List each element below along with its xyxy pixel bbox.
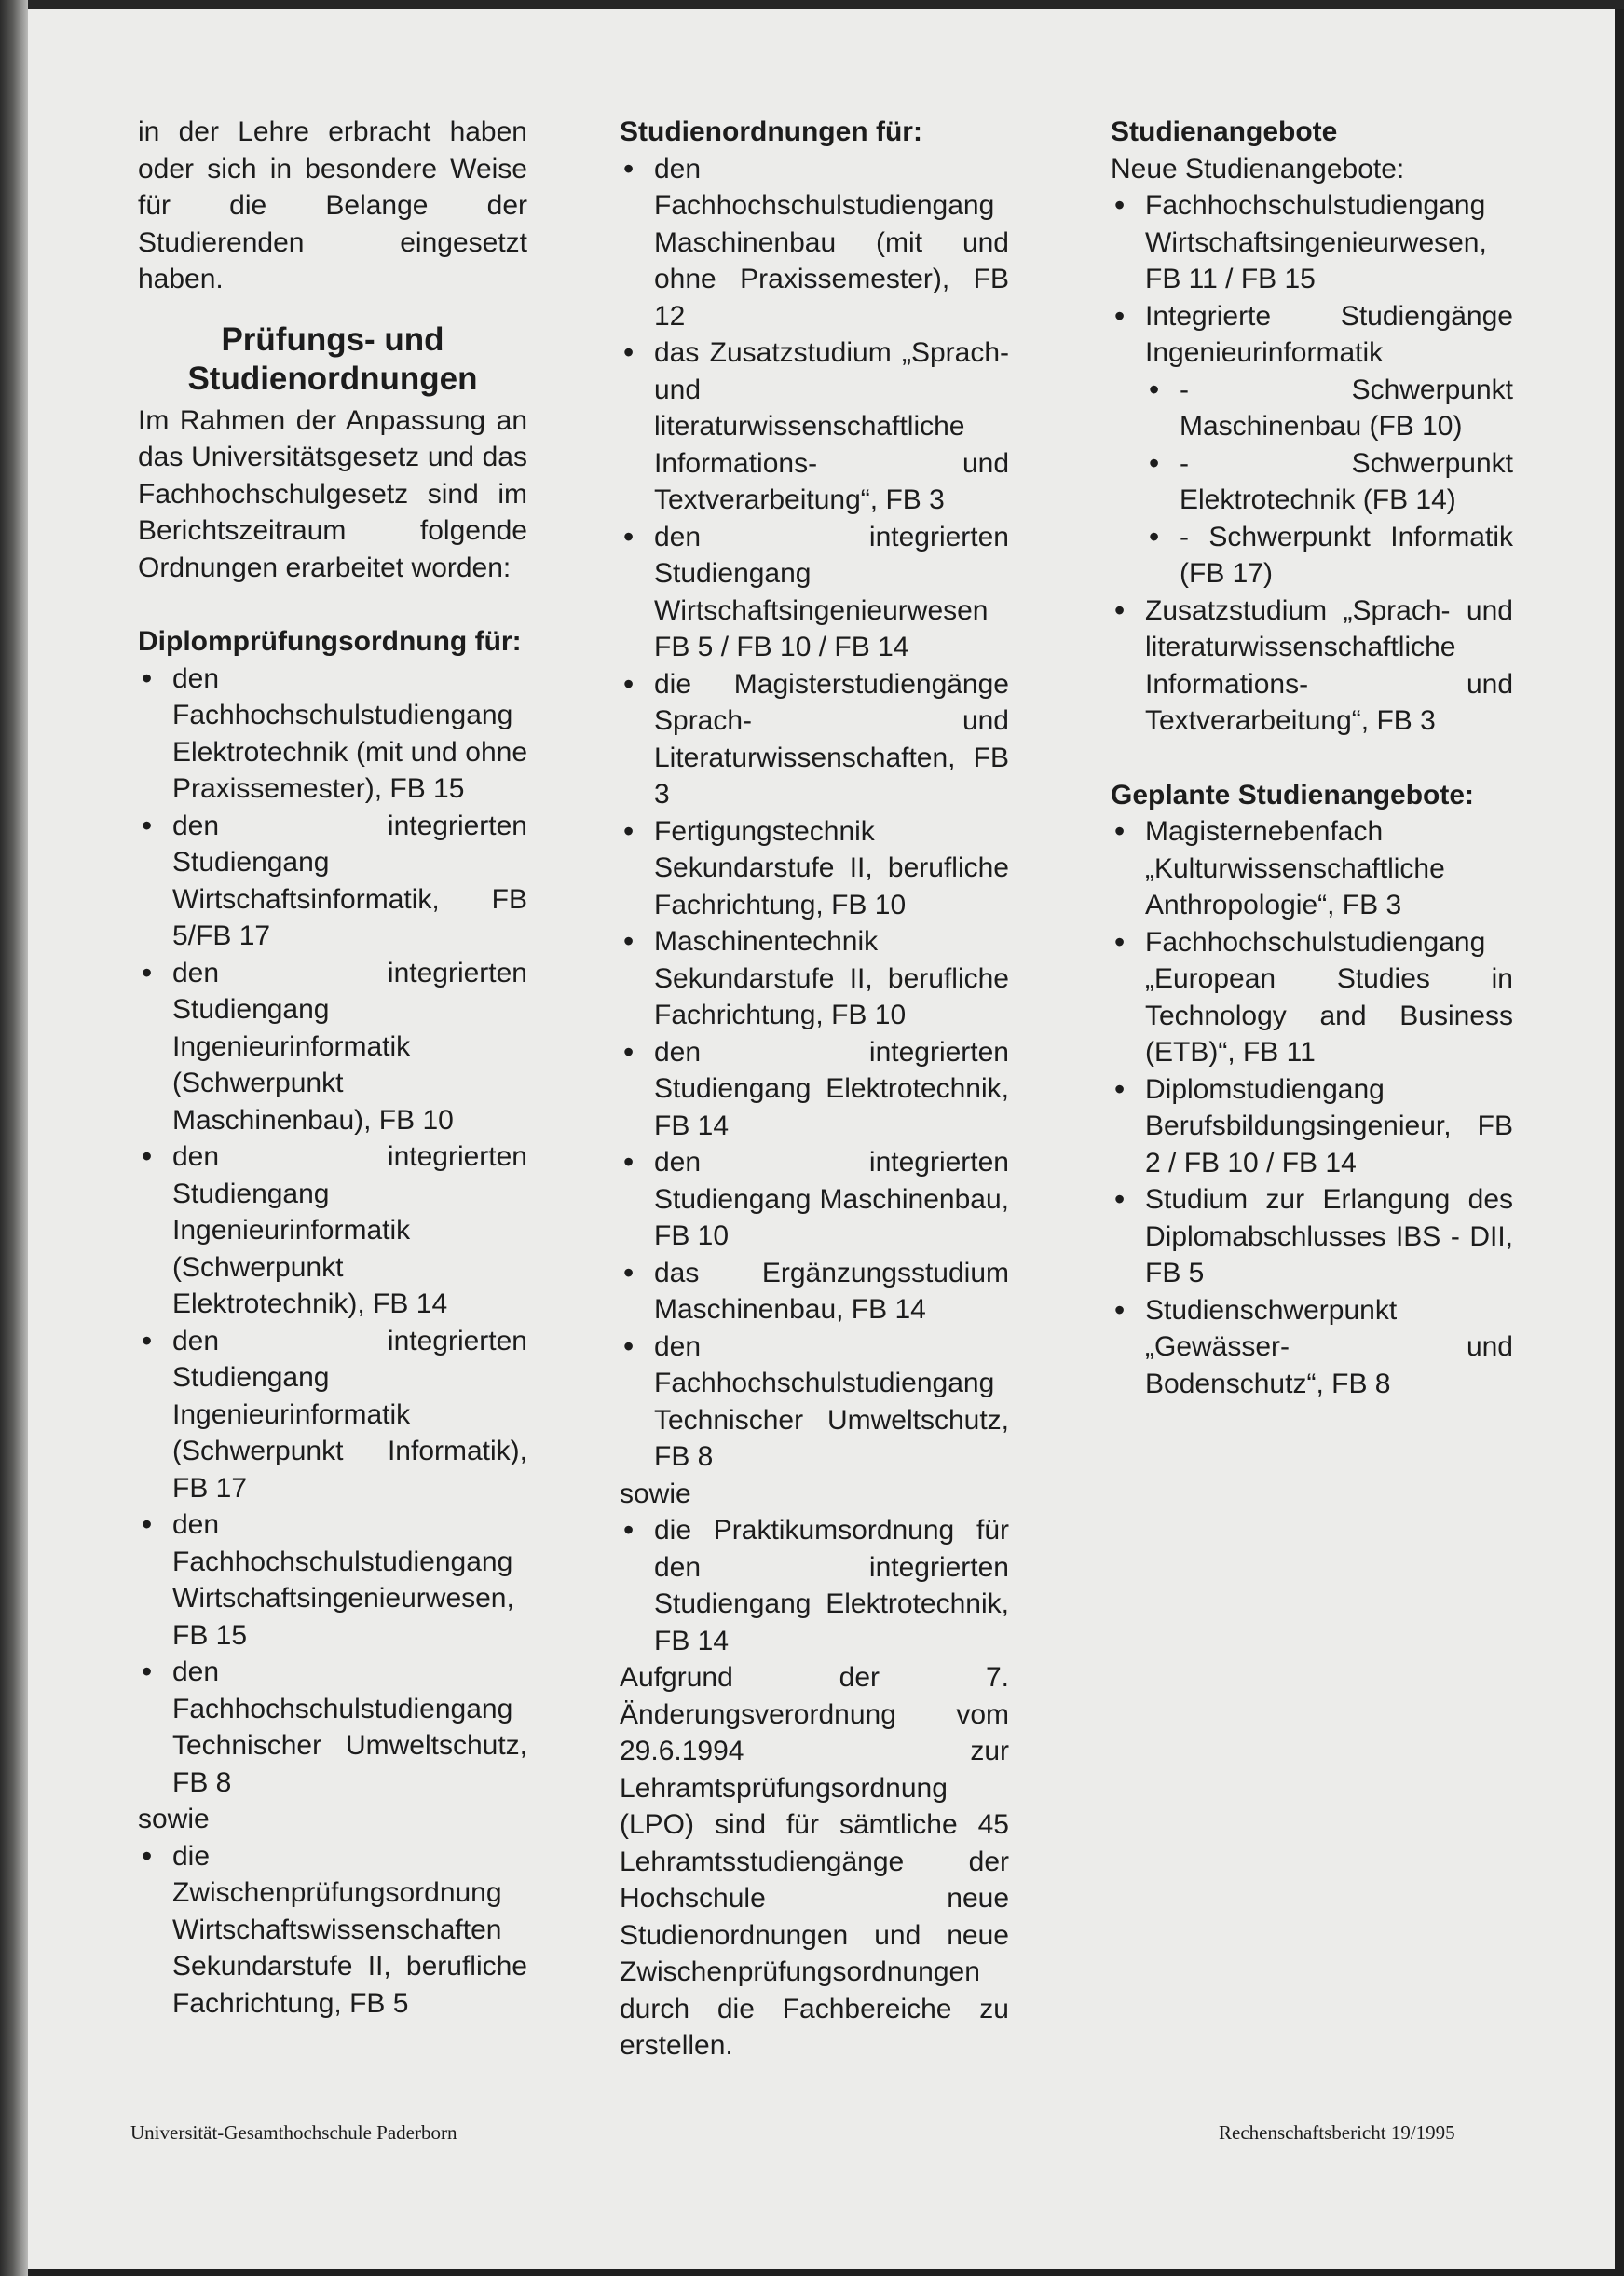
list-item: • den integrierten Studiengang Maschinenbau, FB 10 — [620, 1144, 1009, 1255]
schwerpunkt-list — [1145, 372, 1513, 593]
studienordnungen-list — [620, 151, 1009, 1476]
praktikum-list — [620, 1512, 1009, 1659]
subheading-geplante-studienangebote: Geplante Studienangebote: — [1111, 779, 1475, 811]
footer-report-title: Rechenschaftsbericht 19/1995 — [1219, 2121, 1455, 2144]
list-item: • den integrierten Studiengang Wirtschaftsinformatik, FB 5/FB 17 — [138, 808, 527, 955]
list-item: • den Fachhochschulstudiengang Technischer Umweltschutz, FB 8 — [620, 1329, 1009, 1476]
geplante-studienangebote-list — [1111, 813, 1513, 1402]
list-item: • den Fachhochschulstudiengang Maschinenbau (mit und ohne Praxissemester), FB 12 — [620, 151, 1009, 335]
section-heading-pruefungsordnungen: Prüfungs- und Studienordnungen — [187, 320, 478, 397]
list-item: • den integrierten Studiengang Ingenieurinformatik (Schwerpunkt Informatik), FB 17 — [138, 1323, 527, 1507]
list-item: • den Fachhochschulstudiengang Technischer Umweltschutz, FB 8 — [138, 1654, 527, 1801]
list-item: • Fachhochschulstudiengang „European Studies in Technology and Business (ETB)“, FB 11 — [1111, 924, 1513, 1071]
list-item: • den Fachhochschulstudiengang Wirtschaftsingenieurwesen, FB 15 — [138, 1506, 527, 1654]
book-spine — [0, 0, 28, 2276]
dash-item: • - Schwerpunkt Elektrotechnik (FB 14) — [1145, 445, 1513, 519]
list-item: • Magisternebenfach „Kulturwissenschaftliche Anthropologie“, FB 3 — [1111, 813, 1513, 924]
sowie-text: sowie — [620, 1478, 691, 1509]
subheading-diplompruefungsordnung: Diplomprüfungsordnung für: — [138, 626, 522, 657]
diplompruefung-list — [138, 661, 527, 1802]
lpo-paragraph: Aufgrund der 7. Änderungsverordnung vom 29.6.1994 zur Lehramtsprüfungsordnung (LPO) sind für sämtliche 45 Lehramtsstudiengänge der Hochschule neue Studienordnungen und neue Zwischenprüfungsordnungen durch die Fachbereiche zu erstellen. — [620, 1662, 1009, 2061]
list-item-text: Integrierte Studiengänge Ingenieurinformatik — [1145, 300, 1513, 368]
footer-institution: Universität-Gesamthochschule Paderborn — [130, 2121, 457, 2144]
column-middle — [620, 114, 1009, 2065]
intro-paragraph: in der Lehre erbracht haben oder sich in besondere Weise für die Belange der Studierenden eingesetzt haben. — [138, 116, 527, 294]
list-item: • den integrierten Studiengang Wirtschaftsingenieurwesen FB 5 / FB 10 / FB 14 — [620, 519, 1009, 666]
dash-item: • - Schwerpunkt Maschinenbau (FB 10) — [1145, 372, 1513, 445]
neue-studienangebote-list — [1111, 187, 1513, 740]
list-item: • Fachhochschulstudiengang Wirtschaftsingenieurwesen, FB 11 / FB 15 — [1111, 187, 1513, 298]
column-right — [1111, 114, 1513, 1402]
zwischenpruefung-list — [138, 1838, 527, 2023]
list-item: • Maschinentechnik Sekundarstufe II, berufliche Fachrichtung, FB 10 — [620, 923, 1009, 1034]
subheading-studienangebote: Studienangebote — [1111, 116, 1338, 147]
subheading-studienordnungen: Studienordnungen für: — [620, 116, 922, 147]
list-item: • die Zwischenprüfungsordnung Wirtschaftswissenschaften Sekundarstufe II, berufliche Fachrichtung, FB 5 — [138, 1838, 527, 2023]
sowie-text: sowie — [138, 1804, 210, 1834]
top-edge — [0, 0, 1624, 9]
list-item: • die Magisterstudiengänge Sprach- und Literaturwissenschaften, FB 3 — [620, 666, 1009, 813]
list-item: • die Praktikumsordnung für den integrierten Studiengang Elektrotechnik, FB 14 — [620, 1512, 1009, 1659]
list-item: • den Fachhochschulstudiengang Elektrotechnik (mit und ohne Praxissemester), FB 15 — [138, 661, 527, 808]
list-item: • Diplomstudiengang Berufsbildungsingenieur, FB 2 / FB 10 / FB 14 — [1111, 1071, 1513, 1182]
list-item: • Fertigungstechnik Sekundarstufe II, berufliche Fachrichtung, FB 10 — [620, 813, 1009, 924]
list-item: • den integrierten Studiengang Elektrotechnik, FB 14 — [620, 1034, 1009, 1145]
list-item: • den integrierten Studiengang Ingenieurinformatik (Schwerpunkt Elektrotechnik), FB 14 — [138, 1138, 527, 1323]
list-item: • das Ergänzungsstudium Maschinenbau, FB 14 — [620, 1255, 1009, 1329]
list-item: • den integrierten Studiengang Ingenieurinformatik (Schwerpunkt Maschinenbau), FB 10 — [138, 955, 527, 1139]
list-item: • Zusatzstudium „Sprach- und literaturwissenschaftliche Informations- und Textverarbeitung“, FB 3 — [1111, 593, 1513, 740]
list-item — [1111, 298, 1513, 593]
list-item: • das Zusatzstudium „Sprach- und literaturwissenschaftliche Informations- und Textverarbeitung“, FB 3 — [620, 334, 1009, 519]
neue-studienangebote-label: Neue Studienangebote: — [1111, 153, 1405, 184]
ordnungen-paragraph: Im Rahmen der Anpassung an das Universitätsgesetz und das Fachhochschulgesetz sind im Berichtszeitraum folgende Ordnungen erarbeitet worden: — [138, 404, 527, 583]
list-item: • Studienschwerpunkt „Gewässer- und Bodenschutz“, FB 8 — [1111, 1292, 1513, 1403]
dash-item: • - Schwerpunkt Informatik (FB 17) — [1145, 519, 1513, 593]
column-left — [138, 114, 527, 2022]
list-item: • Studium zur Erlangung des Diplomabschlusses IBS - DII, FB 5 — [1111, 1181, 1513, 1292]
